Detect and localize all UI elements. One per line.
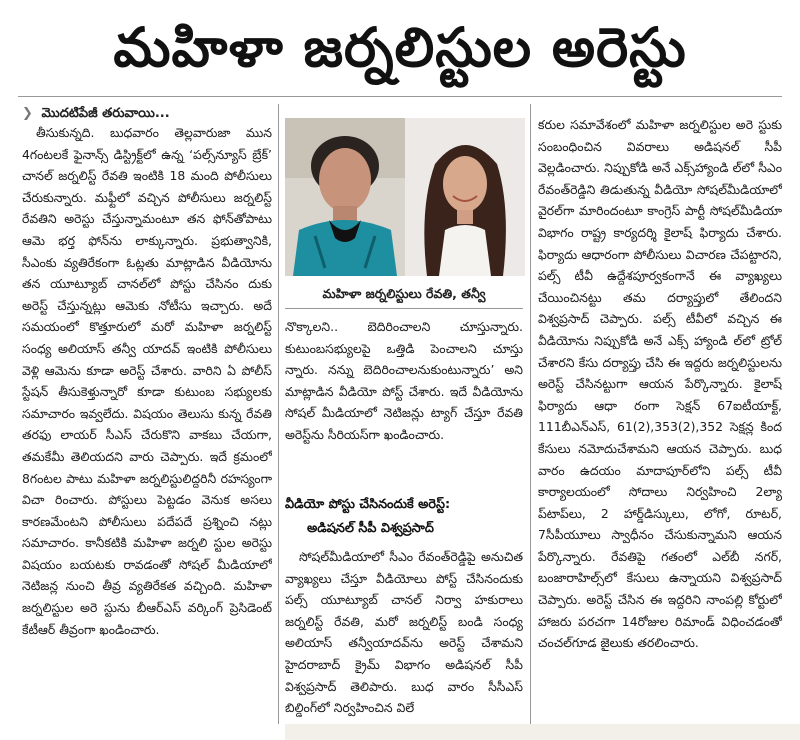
bottom-band [285,724,800,740]
continued-kicker [22,104,262,124]
column-divider-2 [530,104,531,724]
photo-revathi-image [285,118,405,276]
column-2-bottom [285,546,523,722]
kicker-label: మొదటిపేజీ తరువాయి... [41,106,170,121]
photo-revathi [285,118,405,276]
headline-rule [18,96,782,97]
column-3-text: కరుల సమావేశంలో మహిళా జర్నలిస్టుల అరె స్టుకు సంబంధించిన వివరాలు అడిషనల్‌ సీపీ వెల్లడించారు. నిప్పుకోడి అనే ఎక్స్‌హ్యాండి ల్‌లో సీఎం రేవంత్‌రెడ్డిని తిడుతున్న వీడియో సోషల్‌మీడియాలో వైరల్‌గా మారిందంటూ కాంగ్రెస్‌ పార్టీ సోషల్‌మీడియా విభాగం రాష్ట్ర కార్యదర్శి కైలాష్‌ ఫిర్యాదు చేశారు. ఫిర్యాదు ఆధారంగా పోలీసులు విచారణ చేపట్టారని, పల్స్‌ టీవీ ఉద్దేశపూర్వకంగానే ఈ వ్యాఖ్యలు చేయించినట్టు తమ దర్యాప్తులో తేలిందని విశ్వప్రసాద్‌ చెప్పారు. పల్స్‌ టీవీలో వచ్చిన ఈ వీడియోను నిప్పుకోడి అనే ఎక్స్‌ హ్యాండి ల్‌లో ట్రోల్‌ చేశారని కేసు దర్యాప్తు చేసి ఈ ఇద్దరు జర్నలిస్టులను అరెస్ట్‌ చేసినట్టుగా ఆయన పేర్కొన్నారు. కైలాష్‌ ఫిర్యాదు ఆధా రంగా సెక్షన్‌ 67ఐటీయాక్ట్‌, 111బీఎన్‌ఎస్‌, 61(2),353(2),352 సెక్షన్ల కింద కేసులు నమోదుచేశామని ఆయన చెప్పారు. బుధ వారం ఉదయం మాదాపూర్‌లోని పల్స్‌ టీవీ కార్యాలయంలో సోదాలు నిర్వహించి 2ల్యా ప్‌టాప్‌లు, 2 హార్డ్‌డిస్కులు, లోగో, రూటర్‌, 7సీపీయూలు స్వాధీనం చేసుకున్నామని ఆయన పేర్కొన్నారు. రేవతిపై గతంలో ఎల్‌బీ నగర్‌, బంజారాహిల్స్‌లో కేసులు ఉన్నాయని విశ్వప్రసాద్‌ చెప్పారు. అరెస్ట్‌ చేసిన ఈ ఇద్దరిని నాంపల్లి కోర్టులో హాజరు పరచగా 14రోజుల రిమాండ్‌ విధించడంతో చంచల్‌గూడ జైలుకు తరలించారు. [538,117,782,651]
chevron-right-icon: ❯ [22,106,33,121]
column-2-top [285,316,523,482]
caption-rule [285,308,523,309]
column-divider-1 [278,104,279,724]
photo-caption: మహిళా జర్నలిస్టులు రేవతి, తన్వీ [322,286,486,301]
headline: మహిళా జర్నలిస్టుల అరెస్టు [113,16,687,79]
column-1 [22,122,272,722]
column-2-top-text: నొక్కాలని.. బెదిరించాలని చూస్తున్నారు. కుటుంబసభ్యులపై ఒత్తిడి పెంచాలని చూస్తు న్నారు. నన్ను బెదిరించాలనుకుంటున్నారు’ అని మాట్లాడిన వీడియో పోస్ట్‌ చేశారు. ఇదే వీడియోను సోషల్‌ మీడియాలో నెటిజన్లు ట్యాగ్‌ చేస్తూ రేవతి అరెస్ట్‌ను సీరియస్‌గా ఖండించారు. [285,319,523,442]
column-1-text: తీసుకున్నది. బుధవారం తెల్లవారుజా మున 4గంటలకే ఫైనాన్స్‌ డిస్ట్రిక్ట్‌లో ఉన్న ‘పల్స్‌న్యూస్‌ బ్రేక్‌’ చానల్‌ జర్నలిస్ట్‌ రేవతి ఇంటికి 18 మంది పోలీసులు చేరుకున్నారు. మఫ్టీలో వచ్చిన పోలీసులు జర్నలిస్ట్‌ రేవతిని అరెస్టు చేస్తున్నామంటూ తన ఫోన్‌తోపాటు ఆమె భర్త ఫోన్‌ను లాక్కున్నారు. ప్రభుత్వానికి, సీఎంకు వ్యతిరేకంగా ఓట్లతు మాట్లాడిన వీడియోను తన యూట్యూబ్‌ చానల్‌లో పోస్టు చేసినం దుకు అరెస్ట్‌ చేస్తున్నట్లు ఆమెకు నోటీసు ఇచ్చారు. అదే సమయంలో కొత్తూరులో మరో మహిళా జర్నలిస్ట్‌ సంధ్య అలియాస్‌ తన్వీ యాదవ్‌ ఇంటికి పోలీసులు వెళ్లి ఆమెను కూడా అరెస్ట్‌ చేశారు. వారిని ఏ పోలీస్‌ స్టేషన్‌ తీసుకెళ్తున్నారో కూడా కుటుంబ సభ్యులకు సమాచారం ఇవ్వలేదు. విషయం తెలుసు కున్న రేవతి తరఫు లాయర్‌ సీఎస్‌ చేరుకొని వాకబు చేయగా, తమకేమీ తెలియదని వారు చెప్పారు. ఇదే క్రమంలో 8గంటల పాటు మహిళా జర్నలిస్టులిద్దరినీ రహస్యంగా విచా రించారు. పోస్టులు పెట్టడం వెనుక అసలు కారణమేంటని పోలీసులు పదేపదే ప్రశ్నించి నట్లు సమాచారం. కానీకటికి మహిళా జర్నలి స్టుల అరెస్టు విషయం బయటకు రావడంతో సోషల్‌ మీడియాలో నెటిజన్ల నుంచి తీవ్ర వ్యతిరేకత వచ్చింది. మహిళా జర్నలిస్టుల అరె స్టును బీఆర్‌ఎస్‌ వర్కింగ్‌ ప్రెసిడెంట్‌ కేటీఆర్‌ తీవ్రంగా ఖండించారు. [22,125,272,637]
section-subhead-byline: అడిషనల్‌ సీపీ విశ్వప్రసాద్‌ [307,521,434,536]
column-3 [538,114,782,722]
section-subhead: వీడియో పోస్టు చేసినందుకే అరెస్ట్‌: [285,497,451,512]
photo-tanvi [405,118,525,276]
column-2-bottom-text: సోషల్‌మీడియాలో సీఎం రేవంత్‌రెడ్డిపై అనుచిత వ్యాఖ్యలు చేస్తూ వీడియోలు పోస్ట్‌ చేసినందుకు పల్స్‌ యూట్యూబ్‌ చానల్‌ నిర్వా హకురాలు జర్నలిస్ట్‌ రేవతి, మరో జర్నలిస్ట్‌ బండి సంధ్య అలియాస్‌ తన్వీయాదవ్‌ను అరెస్ట్‌ చేశామని హైదరాబాద్‌ క్రైమ్‌ విభాగం అడిషనల్‌ సీపీ విశ్వప్రసాద్‌ తెలిపారు. బుధ వారం సీసీఎస్‌ బిల్డింగ్‌లో నిర్వహించిన విలే [285,549,523,716]
photo-tanvi-image [405,118,525,276]
